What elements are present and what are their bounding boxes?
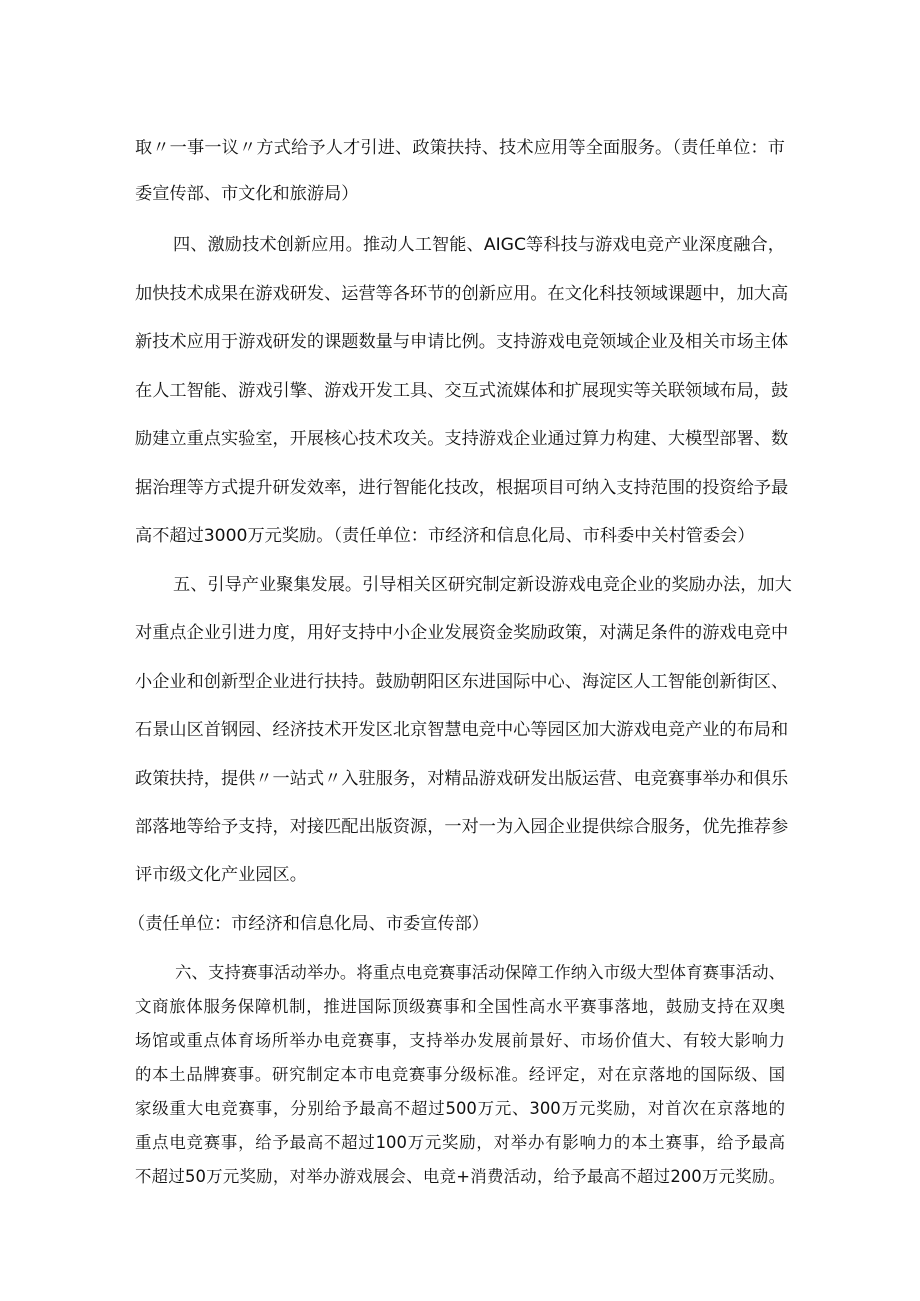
paragraph-line: 对重点企业引进力度，用好支持中小企业发展资金奖励政策，对满足条件的游戏电竞中 xyxy=(135,623,789,643)
paragraph-line: 场馆或重点体育场所举办电竞赛事，支持举办发展前景好、市场价值大、有较大影响力 xyxy=(135,1031,785,1050)
paragraph-line: 评市级文化产业园区。 xyxy=(135,865,307,885)
paragraph-line: 政策扶持，提供〃一站式〃入驻服务，对精品游戏研发出版运营、电竞赛事举办和俱乐 xyxy=(135,769,789,789)
paragraph-line: 在人工智能、游戏引擎、游戏开发工具、交互式流媒体和扩展现实等关联领域布局，鼓 xyxy=(135,381,789,401)
paragraph-line: 部落地等给予支持，对接匹配出版资源，一对一为入园企业提供综合服务，优先推荐参 xyxy=(135,817,789,837)
paragraph-line: 家级重大电竞赛事，分别给予最高不超过500万元、300万元奖励，对首次在京落地的 xyxy=(135,1099,785,1118)
paragraph-line: 新技术应用于游戏研发的课题数量与申请比例。支持游戏电竞领域企业及相关市场主体 xyxy=(135,332,789,352)
paragraph-line: 高不超过3000万元奖励。（责任单位：市经济和信息化局、市科委中关村管委会） xyxy=(135,526,755,546)
responsibility-line: （责任单位：市经济和信息化局、市委宣传部） xyxy=(128,914,489,934)
section-heading-line: 六、支持赛事活动举办。将重点电竞赛事活动保障工作纳入市级大型体育赛事活动、 xyxy=(175,963,785,982)
section-heading-line: 四、激励技术创新应用。推动人工智能、AIGC等科技与游戏电竞产业深度融合， xyxy=(173,235,785,255)
paragraph-line: 的本土品牌赛事。研究制定本市电竞赛事分级标准。经评定，对在京落地的国际级、国 xyxy=(135,1065,785,1084)
paragraph-line: 重点电竞赛事，给予最高不超过100万元奖励，对举办有影响力的本土赛事，给予最高 xyxy=(135,1133,785,1152)
paragraph-line: 文商旅体服务保障机制，推进国际顶级赛事和全国性高水平赛事落地，鼓励支持在双奥 xyxy=(135,997,785,1016)
paragraph-line: 据治理等方式提升研发效率，进行智能化技改，根据项目可纳入支持范围的投资给予最 xyxy=(135,478,789,498)
paragraph-line: 不超过50万元奖励，对举办游戏展会、电竞+消费活动，给予最高不超过200万元奖励。 xyxy=(135,1167,785,1186)
paragraph-line: 石景山区首钢园、经济技术开发区北京智慧电竞中心等园区加大游戏电竞产业的布局和 xyxy=(135,720,789,740)
paragraph-line: 小企业和创新型企业进行扶持。鼓励朝阳区东进国际中心、海淀区人工智能创新街区、 xyxy=(135,672,789,692)
paragraph-line: 励建立重点实验室，开展核心技术攻关。支持游戏企业通过算力构建、大模型部署、数 xyxy=(135,429,789,449)
paragraph-line: 委宣传部、市文化和旅游局） xyxy=(135,184,359,204)
section-heading-line: 五、引导产业聚集发展。引导相关区研究制定新设游戏电竞企业的奖励办法，加大 xyxy=(173,575,792,595)
paragraph-line: 加快技术成果在游戏研发、运营等各环节的创新应用。在文化科技领域课题中，加大高 xyxy=(135,284,789,304)
paragraph-line: 取〃一事一议〃方式给予人才引进、政策扶持、技术应用等全面服务。（责任单位：市 xyxy=(135,138,785,158)
